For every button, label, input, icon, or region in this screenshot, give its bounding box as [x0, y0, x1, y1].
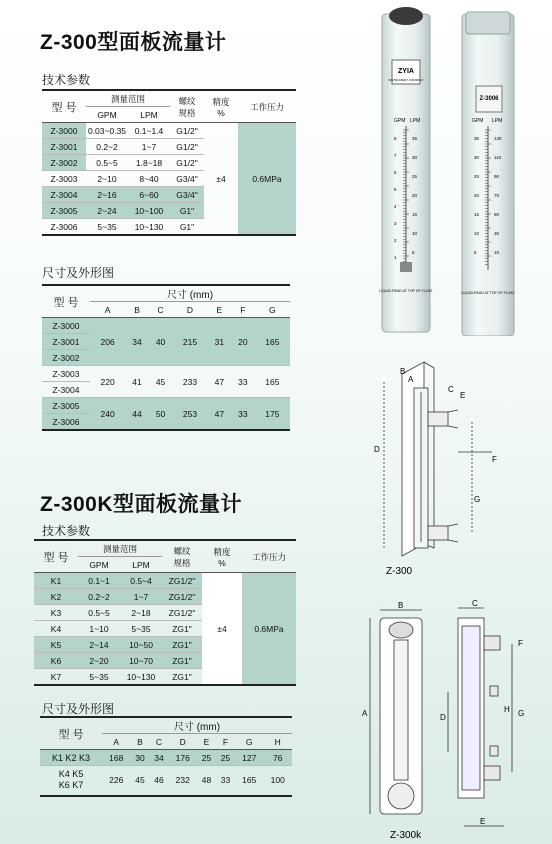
section2-spec-table [34, 539, 296, 686]
section1-title: Z-300型面板流量计 [40, 31, 227, 54]
svg-text:B: B [398, 601, 404, 610]
scale-label: 30 [412, 155, 418, 160]
svg-text:LPM: LPM [410, 118, 421, 124]
z300-caption: Z-300 [386, 566, 413, 577]
svg-text:GPM: GPM [472, 118, 484, 124]
svg-text:INSTRUMENT COMPANY: INSTRUMENT COMPANY [388, 78, 424, 82]
table-row: Z-3001 0.2~2 1~7 G1/2" [42, 139, 296, 155]
scale-label: 15 [474, 212, 480, 217]
dim-header-size: 尺寸 (mm) [90, 285, 290, 302]
header-accuracy: 精度 % [204, 90, 238, 123]
section1-dim-title: 尺寸及外形图 [42, 266, 115, 280]
scale-label: 5 [474, 250, 477, 255]
svg-text:LPM: LPM [492, 118, 503, 124]
svg-text:LIQUID-READ AT TOP OF FLOAT: LIQUID-READ AT TOP OF FLOAT [461, 291, 515, 295]
scale-label: 70 [494, 193, 500, 198]
scale-label: 90 [494, 174, 500, 179]
table-row: K3 0.5~5 2~18 ZG1/2" [34, 605, 296, 621]
svg-text:D: D [440, 713, 446, 722]
section2-dim-table: 型 号 尺寸 (mm) A B C D E F G H K1 K2 K3 168 30 34 176 25 25 127 76 K4 K5 K6 K7 226 45 46 232 48 33 165 100 [40, 716, 292, 797]
table-row: Z-3005 240 44 50 253 47 33 175 [42, 398, 290, 414]
section1-spec-title: 技术参数 [42, 73, 91, 87]
header-range: 测量范围 [86, 90, 170, 107]
table-row: Z-3000 0.03~0.35 0.1~1.4 G1/2" ±4 0.6MPa [42, 123, 296, 139]
table-row: K7 5~35 10~130 ZG1" [34, 669, 296, 686]
accuracy-value: ±4 [202, 573, 242, 686]
svg-text:A: A [408, 375, 414, 384]
flowmeter-photo [370, 0, 530, 336]
scale-label: 15 [412, 212, 418, 217]
svg-text:H: H [504, 705, 510, 714]
svg-text:F: F [492, 455, 497, 464]
z300k-drawing [360, 596, 540, 840]
z300k-caption: Z-300k [390, 830, 422, 840]
scale-label: 130 [494, 136, 502, 141]
scale-label: 25 [412, 174, 418, 179]
scale-label: 110 [494, 155, 502, 160]
scale-label: 35 [474, 136, 480, 141]
pressure-value: 0.6MPa [242, 573, 296, 686]
header-pressure: 工作压力 [242, 540, 296, 573]
dim-header-model: 型 号 [40, 717, 102, 750]
scale-label: 25 [474, 174, 480, 179]
scale-label: 1 [394, 255, 397, 260]
svg-text:G: G [518, 709, 525, 718]
table-row: K5 2~14 10~50 ZG1" [34, 637, 296, 653]
header-gpm: GPM [78, 557, 120, 573]
svg-text:LIQUID-READ AT TOP OF FLOAT: LIQUID-READ AT TOP OF FLOAT [379, 289, 433, 293]
scale-label: 10 [494, 250, 500, 255]
scale-label: 50 [494, 212, 500, 217]
section2-dim-title: 尺寸及外形图 [42, 702, 115, 716]
scale-label: 3 [394, 221, 397, 226]
table-row: Z-3006 [42, 414, 290, 431]
table-row: Z-3003 2~10 8~40 G3/4" [42, 171, 296, 187]
scale-label: 5 [412, 250, 415, 255]
dim-header-size: 尺寸 (mm) [102, 717, 292, 734]
table-row: Z-3003 220 41 45 233 47 33 165 [42, 366, 290, 382]
svg-text:G: G [474, 495, 481, 504]
svg-text:Z-3006: Z-3006 [479, 96, 499, 102]
scale-label: 4 [394, 204, 397, 209]
scale-label: 20 [412, 193, 418, 198]
header-lpm: LPM [128, 107, 170, 123]
scale-label: 10 [474, 231, 480, 236]
header-thread: 螺纹 规格 [162, 540, 202, 573]
table-row: Z-3000 206 34 40 215 31 20 165 [42, 318, 290, 334]
table-row: K4 1~10 5~35 ZG1" [34, 621, 296, 637]
scale-label: 2 [394, 238, 397, 243]
brand-logo: ZYIA [398, 68, 414, 75]
header-gpm: GPM [86, 107, 128, 123]
svg-text:GPM: GPM [394, 118, 406, 124]
section1-dim-table: 型 号 尺寸 (mm) A B C D E F G Z-3000 206 34 40 215 31 20 165 Z-3001 Z-3002 Z-3003 220 41 45 233 47 33 165 Z-3004 Z-3005 240 44 50 253 47 33 175 Z-3006 [42, 284, 290, 431]
table-row: Z-3001 [42, 334, 290, 350]
table-row: Z-3004 [42, 382, 290, 398]
z300-drawing [362, 352, 522, 592]
table-row: K1 K2 K3 168 30 34 176 25 25 127 76 [40, 750, 292, 766]
svg-text:E: E [460, 391, 466, 400]
svg-text:C: C [448, 385, 454, 394]
svg-text:A: A [362, 709, 368, 718]
cap-icon [466, 12, 510, 34]
header-thread: 螺纹 规格 [170, 90, 204, 123]
table-row: Z-3002 [42, 350, 290, 366]
section2-title: Z-300K型面板流量计 [40, 493, 243, 516]
header-model: 型 号 [42, 90, 86, 123]
scale-label: 10 [412, 231, 418, 236]
svg-text:F: F [518, 639, 523, 648]
header-pressure: 工作压力 [238, 90, 296, 123]
scale-label: 30 [494, 231, 500, 236]
table-row: K1 0.1~1 0.5~4 ZG1/2" ±4 0.6MPa [34, 573, 296, 589]
cap-icon [389, 7, 423, 25]
table-row: K2 0.2~2 1~7 ZG1/2" [34, 589, 296, 605]
svg-text:D: D [374, 445, 380, 454]
table-row: Z-3004 2~16 6~60 G3/4" [42, 187, 296, 203]
pressure-value: 0.6MPa [238, 123, 296, 236]
table-row: Z-3006 5~35 10~130 G1" [42, 219, 296, 236]
header-model: 型 号 [34, 540, 78, 573]
scale-label: 5 [394, 187, 397, 192]
section1-spec-table [42, 89, 296, 236]
scale-label: 30 [474, 155, 480, 160]
table-row: Z-3005 2~24 10~100 G1" [42, 203, 296, 219]
header-range: 测量范围 [78, 540, 162, 557]
svg-text:B: B [400, 367, 406, 376]
accuracy-value: ±4 [204, 123, 238, 236]
svg-text:E: E [480, 817, 486, 826]
table-row: Z-3002 0.5~5 1.8~18 G1/2" [42, 155, 296, 171]
section2-spec-title: 技术参数 [42, 524, 91, 538]
scale-label: 6 [394, 170, 397, 175]
header-accuracy: 精度 % [202, 540, 242, 573]
table-row: K4 K5 K6 K7 226 45 46 232 48 33 165 100 [40, 766, 292, 796]
scale-label: 35 [412, 136, 418, 141]
scale-label: 7 [394, 153, 397, 158]
header-lpm: LPM [120, 557, 162, 573]
dim-header-model: 型 号 [42, 285, 90, 318]
scale-label: 8 [394, 136, 397, 141]
svg-text:C: C [472, 599, 478, 608]
scale-label: 20 [474, 193, 480, 198]
table-row: K6 2~20 10~70 ZG1" [34, 653, 296, 669]
